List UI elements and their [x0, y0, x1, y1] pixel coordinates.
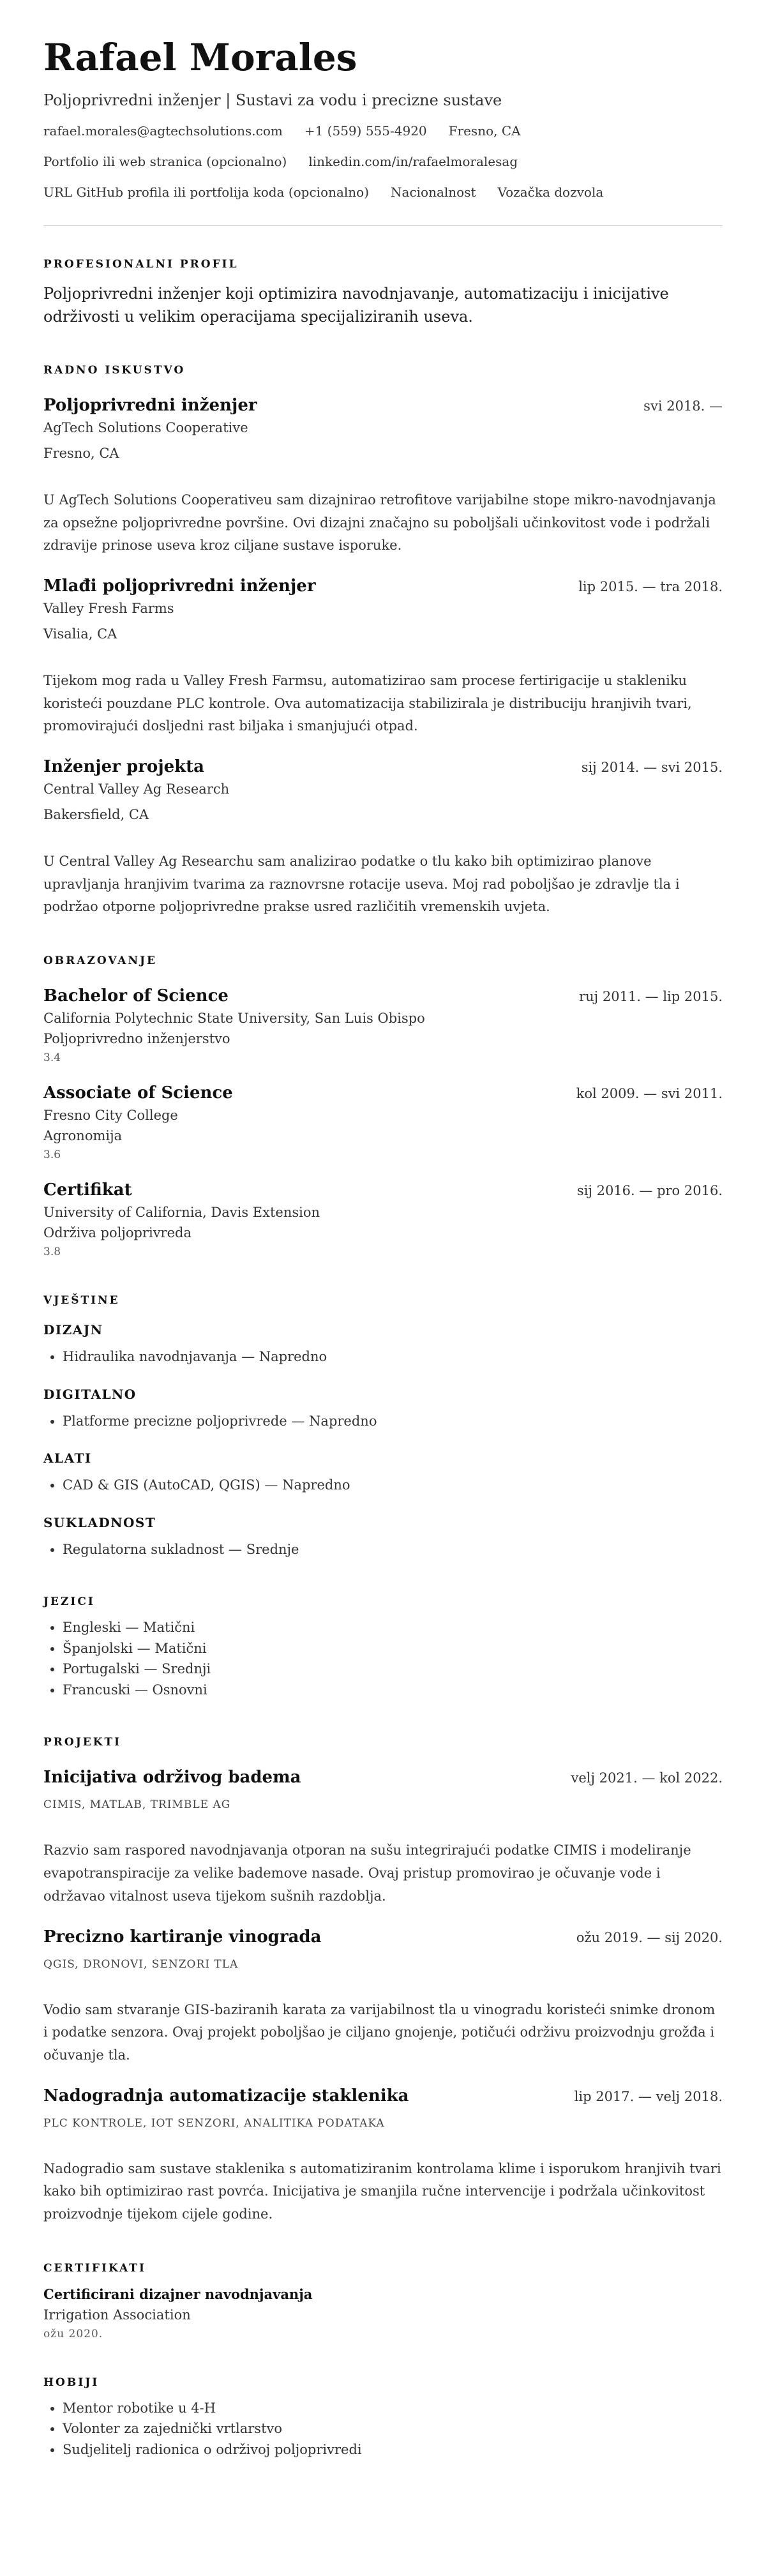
skill-list — [43, 1475, 723, 1496]
email-link[interactable]: rafael.morales@agtechsolutions.com — [43, 123, 283, 139]
location-text: Fresno, CA — [448, 123, 521, 139]
job-company: AgTech Solutions Cooperative — [43, 419, 248, 435]
contact-row-1 — [43, 123, 723, 139]
project-description: Nadogradio sam sustave staklenika s automatiziranim kontrolama klime i isporukom hranjivih tvari kako bih optimizirao rast povrća. Inicijativa je smanjila ručne intervencije i podržala učinkovitost proizvodnje tijekom cijele godine. — [43, 2160, 721, 2222]
language-item: • Portugalski — Srednji — [63, 1659, 723, 1680]
skill-item: • CAD & GIS (AutoCAD, QGIS) — Napredno — [63, 1475, 723, 1496]
field-of-study: Agronomija — [43, 1128, 123, 1144]
job-title: Mlađi poljoprivredni inženjer — [43, 576, 316, 596]
school-name: Fresno City College — [43, 1108, 178, 1124]
job-location: Visalia, CA — [43, 626, 117, 642]
job-location: Fresno, CA — [43, 445, 119, 461]
skill-category: ALATI — [43, 1450, 92, 1466]
language-list — [43, 1617, 723, 1700]
skill-item: • Regulatorna sukladnost — Srednje — [63, 1539, 723, 1560]
school-name: University of California, Davis Extension — [43, 1205, 320, 1221]
job-company: Central Valley Ag Research — [43, 781, 230, 797]
degree-title: Bachelor of Science — [43, 986, 229, 1006]
job-description: Tijekom mog rada u Valley Fresh Farmsu, automatizirao sam procese fertirigacije u stakleniku koristeći pouzdane PLC kontrole. Ova automatizacija stabilizirala je distribuciju hranjivih tvari, promovirajući dosljedni rast biljaka i smanjujući otpad. — [43, 672, 692, 734]
candidate-name: Rafael Morales — [43, 36, 357, 79]
project-item — [43, 2086, 723, 2226]
language-item: • Španjolski — Matični — [63, 1638, 723, 1659]
hobbies-heading: HOBIJI — [43, 2376, 100, 2389]
degree-title: Associate of Science — [43, 1083, 233, 1103]
candidate-title: Poljoprivredni inženjer | Sustavi za vodu i precizne sustave — [43, 91, 502, 109]
field-of-study: Poljoprivredno inženjerstvo — [43, 1031, 230, 1047]
certificate-issuer: Irrigation Association — [43, 2307, 191, 2323]
license-text: Vozačka dozvola — [497, 184, 604, 200]
project-title: Inicijativa održivog badema — [43, 1768, 301, 1788]
skill-item: • Platforme precizne poljoprivrede — Napredno — [63, 1411, 723, 1432]
project-date: lip 2017. — velj 2018. — [574, 2088, 723, 2104]
certificates-heading: CERTIFIKATI — [43, 2261, 146, 2275]
education-item — [43, 1180, 723, 1258]
hobby-item: • Mentor robotike u 4-H — [63, 2398, 723, 2419]
hobby-list — [43, 2398, 723, 2460]
project-item — [43, 1927, 723, 2067]
project-description: Razvio sam raspored navodnjavanja otporan na sušu integrirajući podatke CIMIS i modeliranje evapotranspiracije za velike bademove nasade. Ovaj pristup promovirao je očuvanje vode i održavao vitalnost useva tijekom sušnih razdoblja. — [43, 1842, 691, 1904]
gpa-value: 3.6 — [43, 1149, 61, 1162]
job-description: U Central Valley Ag Researchu sam analizirao podatke o tlu kako bih optimizirao planove upravljanja hranjivim tvarima za raznovrsne rotacije useva. Moj rad poboljšao je zdravlje tla i podržao otporne poljoprivredne prakse usred različitih vremenskih uvjeta. — [43, 854, 680, 915]
profile-heading: PROFESIONALNI PROFIL — [43, 257, 239, 271]
language-item: • Francuski — Osnovni — [63, 1680, 723, 1701]
project-tech: PLC KONTROLE, IOT SENZORI, ANALITIKA PODATAKA — [43, 2116, 385, 2130]
education-date: ruj 2011. — lip 2015. — [579, 989, 723, 1005]
job-company: Valley Fresh Farms — [43, 600, 174, 616]
job-title: Inženjer projekta — [43, 757, 205, 777]
experience-item — [43, 396, 723, 557]
experience-heading: RADNO ISKUSTVO — [43, 363, 186, 377]
linkedin-link[interactable]: linkedin.com/in/rafaelmoralesag — [308, 153, 518, 169]
field-of-study: Održiva poljoprivreda — [43, 1225, 192, 1241]
job-date: lip 2015. — tra 2018. — [578, 578, 723, 594]
phone-text: +1 (559) 555-4920 — [304, 123, 427, 139]
skills-heading: VJEŠTINE — [43, 1294, 120, 1307]
languages-heading: JEZICI — [43, 1595, 95, 1609]
github-link[interactable]: URL GitHub profila ili portfolija koda (opcionalno) — [43, 184, 370, 200]
skill-list — [43, 1346, 723, 1367]
projects-heading: PROJEKTI — [43, 1736, 122, 1749]
education-item — [43, 1083, 723, 1161]
education-heading: OBRAZOVANJE — [43, 954, 158, 968]
experience-item — [43, 757, 723, 919]
skill-category: SUKLADNOST — [43, 1514, 156, 1530]
gpa-value: 3.8 — [43, 1246, 61, 1259]
degree-title: Certifikat — [43, 1180, 132, 1200]
nationality-text: Nacionalnost — [391, 184, 476, 200]
portfolio-link[interactable]: Portfolio ili web stranica (opcionalno) — [43, 153, 287, 169]
contact-row-3 — [43, 185, 723, 200]
project-date: velj 2021. — kol 2022. — [571, 1770, 723, 1786]
header-divider — [43, 225, 723, 226]
education-item — [43, 986, 723, 1064]
project-title: Nadogradnja automatizacije staklenika — [43, 2086, 409, 2105]
skill-category: DIGITALNO — [43, 1386, 137, 1402]
gpa-value: 3.4 — [43, 1051, 61, 1065]
project-date: ožu 2019. — sij 2020. — [576, 1929, 723, 1945]
job-location: Bakersfield, CA — [43, 807, 149, 823]
language-item: • Engleski — Matični — [63, 1617, 723, 1638]
job-date: svi 2018. — — [643, 398, 723, 414]
job-title: Poljoprivredni inženjer — [43, 395, 257, 415]
skill-item: • Hidraulika navodnjavanja — Napredno — [63, 1346, 723, 1367]
hobby-item: • Volonter za zajednički vrtlarstvo — [63, 2418, 723, 2439]
project-tech: CIMIS, MATLAB, TRIMBLE AG — [43, 1798, 231, 1812]
project-title: Precizno kartiranje vinograda — [43, 1927, 322, 1947]
skill-category: DIZAJN — [43, 1322, 103, 1338]
hobby-item: • Sudjelitelj radionica o održivoj poljoprivredi — [63, 2439, 723, 2460]
school-name: California Polytechnic State University, San Luis Obispo — [43, 1011, 425, 1027]
education-date: kol 2009. — svi 2011. — [576, 1086, 723, 1102]
project-description: Vodio sam stvaranje GIS-baziranih karata za varijabilnost tla u vinogradu koristeći snimke dronom i podatke senzora. Ovaj projekt poboljšao je ciljano gnojenje, potičući održivu proizvodnju grožđa i očuvanje tla. — [43, 2001, 716, 2063]
skill-list — [43, 1411, 723, 1432]
education-date: sij 2016. — pro 2016. — [576, 1183, 723, 1199]
certificate-date: ožu 2020. — [43, 2327, 103, 2340]
job-description: U AgTech Solutions Cooperativeu sam dizajnirao retrofitove varijabilne stope mikro-navodnjavanja za opsežne poljoprivredne površine. Ovi dizajni značajno su poboljšali učinkovitost vode i podržali zdravije prinose useva kroz ciljane sustave isporuke. — [43, 492, 716, 554]
project-item — [43, 1768, 723, 1908]
project-tech: QGIS, DRONOVI, SENZORI TLA — [43, 1957, 239, 1971]
contact-row-2 — [43, 154, 723, 169]
skill-list — [43, 1539, 723, 1560]
job-date: sij 2014. — svi 2015. — [581, 760, 723, 776]
profile-text: Poljoprivredni inženjer koji optimizira navodnjavanje, automatizaciju i inicijative održivosti u velikim operacijama specijaliziranih useva. — [43, 284, 669, 326]
certificate-name: Certificirani dizajner navodnjavanja — [43, 2286, 313, 2302]
experience-item — [43, 576, 723, 738]
